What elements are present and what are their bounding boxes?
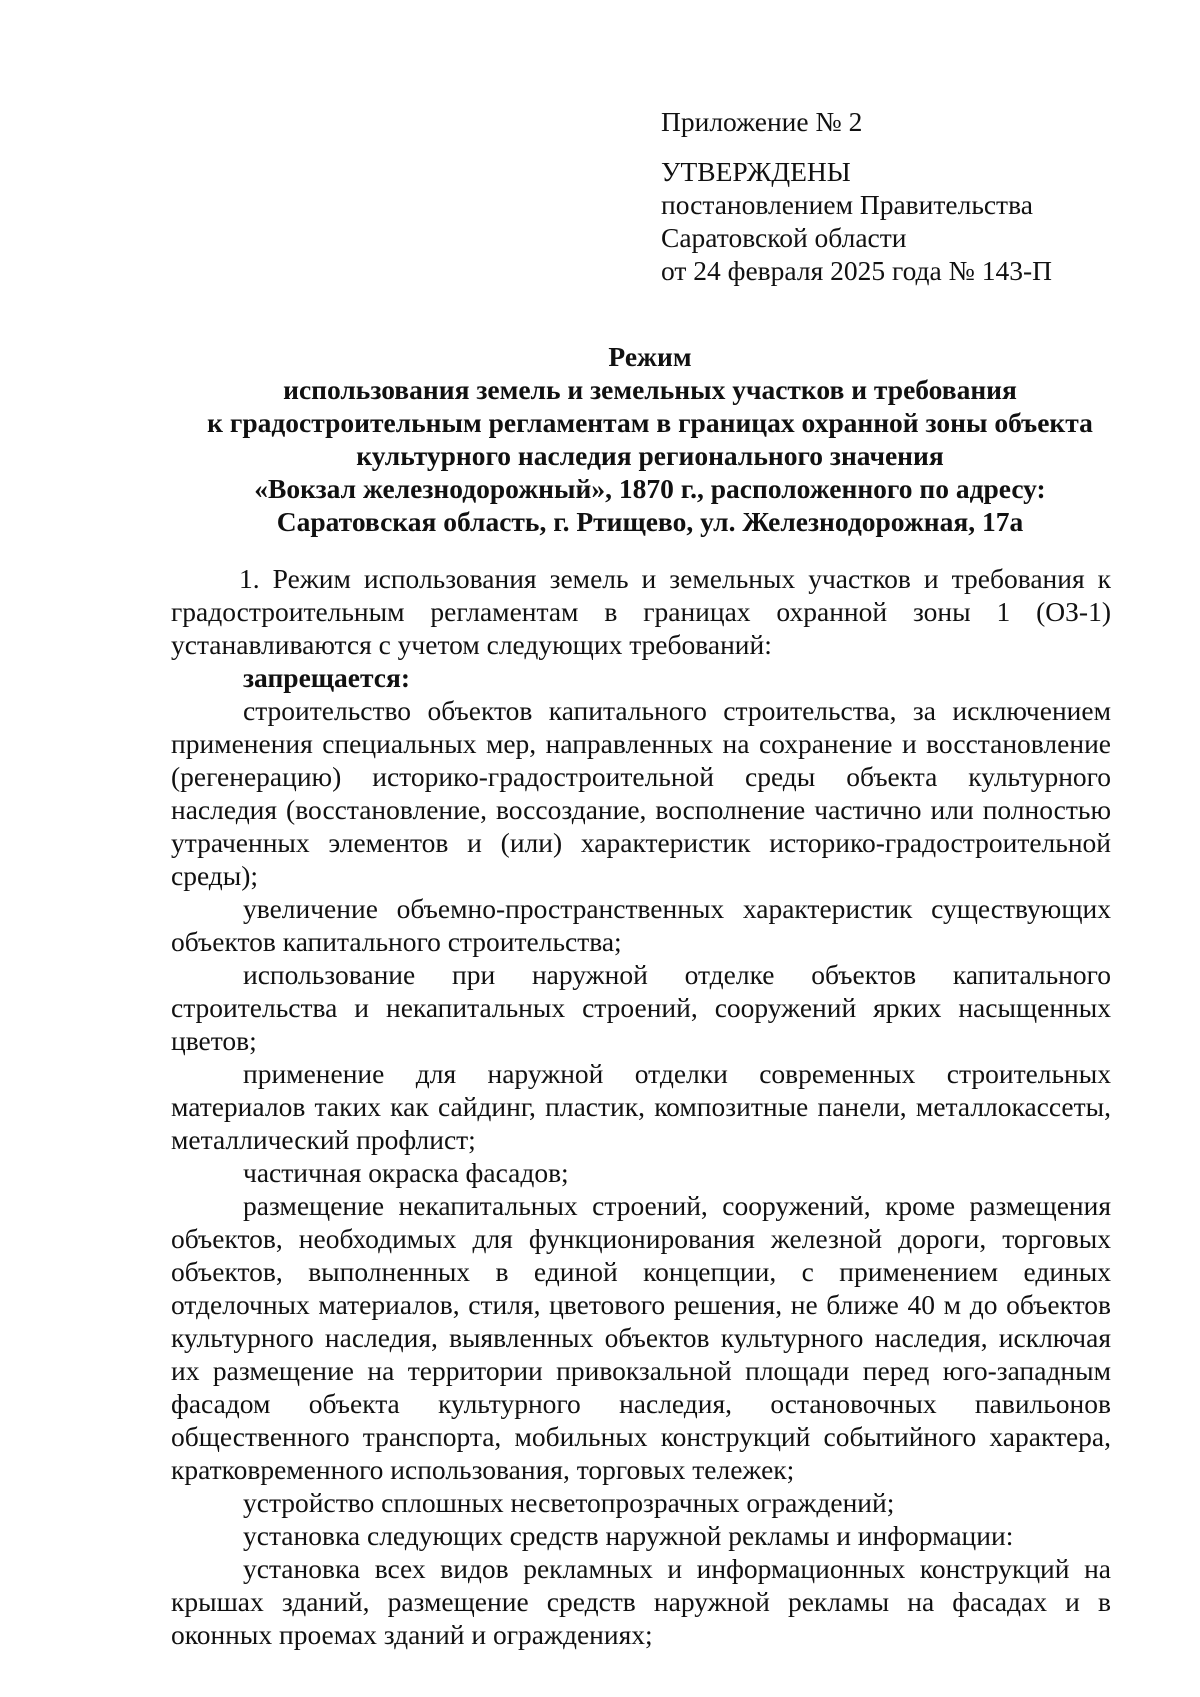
title-line: использования земель и земельных участков и требования: [283, 374, 1017, 405]
list-item: установка всех видов рекламных и информационных конструкций на крышах зданий, размещение средств наружной рекламы на фасадах и в оконных проемах зданий и ограждениях;: [171, 1553, 1111, 1650]
approved-heading: УТВЕРЖДЕНЫ: [661, 156, 851, 187]
list-item: увеличение объемно-пространственных характеристик существующих объектов капитального строительства;: [171, 893, 1111, 957]
list-item: применение для наружной отделки современных строительных материалов таких как сайдинг, пластик, композитные панели, металлокассеты, металлический профлист;: [171, 1058, 1111, 1155]
document-body: [171, 562, 1111, 1651]
title-line: Саратовская область, г. Ртищево, ул. Железнодорожная, 17а: [276, 506, 1024, 537]
approval-line: постановлением Правительства: [661, 189, 1033, 220]
list-item: установка следующих средств наружной рекламы и информации:: [243, 1520, 1014, 1551]
list-item: строительство объектов капитального строительства, за исключением применения специальных мер, направленных на сохранение и восстановление (регенерацию) историко-градостроительной среды объекта культурного наследия (восстановление, воссоздание, восполнение частично или полностью утраченных элементов и (или) характеристик историко-градостроительной среды);: [171, 695, 1111, 891]
title-line: Режим: [608, 341, 692, 372]
prohibited-heading: запрещается:: [243, 662, 411, 693]
title-line: «Вокзал железнодорожный», 1870 г., расположенного по адресу:: [254, 473, 1046, 504]
list-item: размещение некапитальных строений, сооружений, кроме размещения объектов, необходимых для функционирования железной дороги, торговых объектов, выполненных в единой концепции, с применением единых отделочных материалов, стиля, цветового решения, не ближе 40 м до объектов культурного наследия, выявленных объектов культурного наследия, исключая их размещение на территории привокзальной площади перед юго-западным фасадом объекта культурного наследия, остановочных павильонов общественного транспорта, мобильных конструкций событийного характера, кратковременного использования, торговых тележек;: [171, 1190, 1111, 1485]
approval-date-number: от 24 февраля 2025 года № 143-П: [661, 255, 1052, 286]
approval-block: [661, 105, 1052, 287]
title-line: культурного наследия регионального значения: [356, 440, 944, 471]
intro-paragraph: 1. Режим использования земель и земельных участков и требования к градостроительным регламентам в границах охранной зоны 1 (ОЗ-1) устанавливаются с учетом следующих требований:: [171, 563, 1111, 660]
list-item: использование при наружной отделке объектов капитального строительства и некапитальных строений, сооружений ярких насыщенных цветов;: [171, 959, 1111, 1056]
list-item: устройство сплошных несветопрозрачных ограждений;: [243, 1487, 895, 1518]
approval-line: Саратовской области: [661, 222, 907, 253]
list-item: частичная окраска фасадов;: [243, 1157, 569, 1188]
appendix-number: Приложение № 2: [661, 106, 863, 137]
document-title: [160, 340, 1140, 538]
title-line: к градостроительным регламентам в границах охранной зоны объекта: [207, 407, 1093, 438]
